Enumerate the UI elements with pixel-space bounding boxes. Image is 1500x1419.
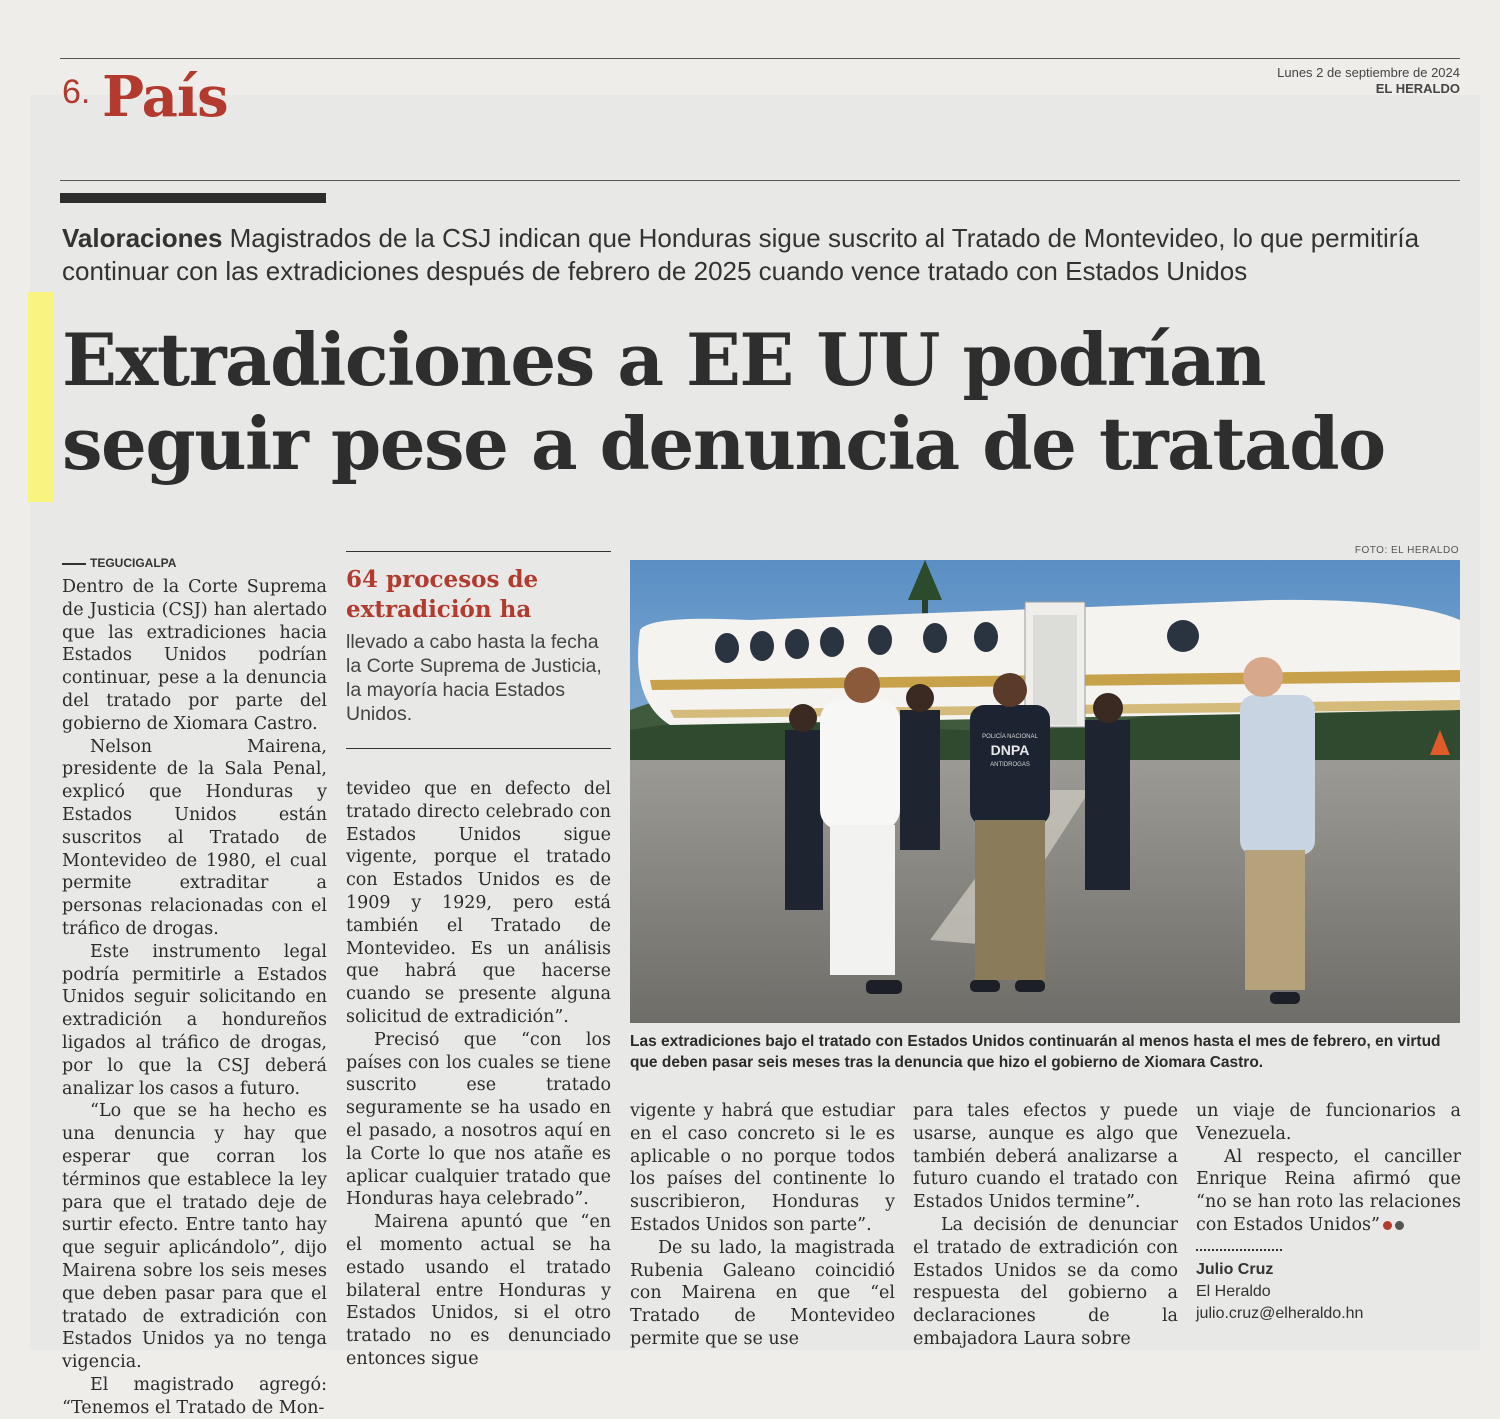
vest-agency-text: DNPA bbox=[990, 742, 1030, 758]
paragraph: “Lo que se ha hecho es una denuncia y hay que esperar que corran los términos que establece la ley para que el tratado deje de surtir efecto. Entre tanto hay que seguir aplicándolo”, dijo Mairena sobre los seis meses que deben pasar para que el tratado de extradición con Estados Unidos ya no tenga vigencia. bbox=[62, 1101, 327, 1373]
publication-date: Lunes 2 de septiembre de 2024 bbox=[1277, 65, 1460, 80]
article-column-4 bbox=[913, 1100, 1178, 1351]
paragraph: tevideo que en defecto del tratado directo celebrado con Estados Unidos sigue vigente, porque el tratado con Estados Unidos es de 1909 y 1929, pero está también el Tratado de Montevideo. Es un análisis que habrá que hacerse cuando se presente alguna solicitud de extradición”. bbox=[346, 779, 611, 1027]
paragraph: La decisión de denunciar el tratado de extradición con Estados Unidos se da como respuesta del gobierno a declaraciones de la embajadora Laura sobre bbox=[913, 1214, 1178, 1349]
section-rule bbox=[60, 180, 1460, 181]
vest-sub-text: ANTIDROGAS bbox=[990, 762, 1030, 768]
article-column-3 bbox=[630, 1100, 895, 1351]
headline-line-1: Extradiciones a EE UU podrían bbox=[62, 317, 1265, 402]
end-mark-icon bbox=[1383, 1221, 1392, 1230]
page-dateline bbox=[1277, 65, 1460, 97]
paragraph: un viaje de funcionarios a Venezuela. bbox=[1196, 1101, 1461, 1144]
author-outlet: El Heraldo bbox=[1196, 1283, 1271, 1300]
paragraph: Precisó que “con los países con los cuales se tiene suscrito ese tratado seguramente se ha usado en el pasado, a nosotros aquí en la Corte lo que nos atañe es aplicar cualquier tratado que Honduras haya celebrado”. bbox=[346, 1029, 611, 1210]
author-signature bbox=[1196, 1259, 1363, 1325]
paragraph: Este instrumento legal podría permitirle a Estados Unidos seguir solicitando en extradición a hondureños ligados al tráfico de drogas, por lo que la CSJ deberá analizar los casos a futuro. bbox=[62, 941, 327, 1099]
kicker-bar bbox=[60, 193, 326, 203]
dateline-place-text: TEGUCIGALPA bbox=[90, 556, 177, 570]
kicker-text: Magistrados de la CSJ indican que Honduras sigue suscrito al Tratado de Montevideo, lo que permitiría continuar con las extradiciones después de febrero de 2025 cuando vence tratado con Estados Unidos bbox=[62, 223, 1420, 286]
article-column-5 bbox=[1196, 1100, 1461, 1237]
signature-rule bbox=[1196, 1249, 1282, 1251]
author-email: julio.cruz@elheraldo.hn bbox=[1196, 1305, 1364, 1322]
author-name: Julio Cruz bbox=[1196, 1261, 1274, 1278]
vest-small-text: POLICÍA NACIONAL bbox=[982, 734, 1038, 740]
pullquote-text: llevado a cabo hasta la fecha la Corte Suprema de Justicia, la mayoría hacia Estados Unidos. bbox=[346, 631, 602, 725]
headline-line-2: seguir pese a denuncia de tratado bbox=[62, 401, 1385, 486]
paragraph: vigente y habrá que estudiar en el caso concreto si le es aplicable o no porque todos los países del continente lo suscribieron, Honduras y Estados Unidos son parte”. bbox=[630, 1101, 895, 1235]
article-photo bbox=[630, 560, 1460, 1023]
article-headline bbox=[62, 318, 1482, 486]
highlighter-mark bbox=[28, 292, 54, 502]
page-number: 6. bbox=[62, 73, 91, 111]
paragraph: Mairena apuntó que “en el momento actual se ha estado usando el tratado bilateral entre Honduras y Estados Unidos, si el otro tratado no es denunciado entonces sigue bbox=[346, 1212, 611, 1369]
pullquote-top-rule bbox=[346, 551, 611, 552]
photo-credit: FOTO: EL HERALDO bbox=[1354, 545, 1459, 556]
end-mark-icon bbox=[1395, 1221, 1404, 1230]
article-column-1 bbox=[62, 576, 327, 1419]
article-column-2 bbox=[346, 778, 611, 1371]
dateline-place bbox=[62, 556, 176, 570]
newspaper-brand: EL HERALDO bbox=[1375, 81, 1460, 96]
pullquote-highlight: 64 procesos de extradición ha bbox=[346, 566, 539, 623]
paragraph: para tales efectos y puede usarse, aunque es algo que también deberá analizarse a futuro cuando el tratado con Estados Unidos termine”. bbox=[913, 1101, 1178, 1213]
airport-extradition-photo bbox=[630, 560, 1460, 1023]
paragraph: El magistrado agregó: “Tenemos el Tratado de Mon- bbox=[62, 1374, 327, 1418]
photo-caption: Las extradiciones bajo el tratado con Estados Unidos continuarán al menos hasta el mes de febrero, en virtud que deben pasar seis meses tras la denuncia que hizo el gobierno de Xiomara Castro. bbox=[630, 1033, 1441, 1071]
paragraph: Al respecto, el canciller Enrique Reina afirmó que “no se han roto las relaciones con Estados Unidos” bbox=[1196, 1146, 1461, 1235]
section-title: País bbox=[102, 64, 228, 130]
paragraph: Dentro de la Corte Suprema de Justicia (CSJ) han alertado que las extradiciones hacia Estados Unidos podrían continuar, pese a la denuncia del tratado por parte del gobierno de Xiomara Castro. bbox=[62, 577, 327, 734]
top-rule bbox=[60, 58, 1460, 59]
kicker-label: Valoraciones bbox=[62, 223, 223, 253]
paragraph: De su lado, la magistrada Rubenia Galeano coincidió con Mairena en que “el Tratado de Montevideo permite que se use bbox=[630, 1237, 895, 1349]
paragraph: Nelson Mairena, presidente de la Sala Penal, explicó que Honduras y Estados Unidos están suscritos al Tratado de Montevideo de 1980, el cual permite extraditar a personas relacionadas con el tráfico de drogas. bbox=[62, 736, 327, 939]
pullquote-bottom-rule bbox=[346, 748, 611, 749]
article-kicker bbox=[62, 222, 1472, 288]
